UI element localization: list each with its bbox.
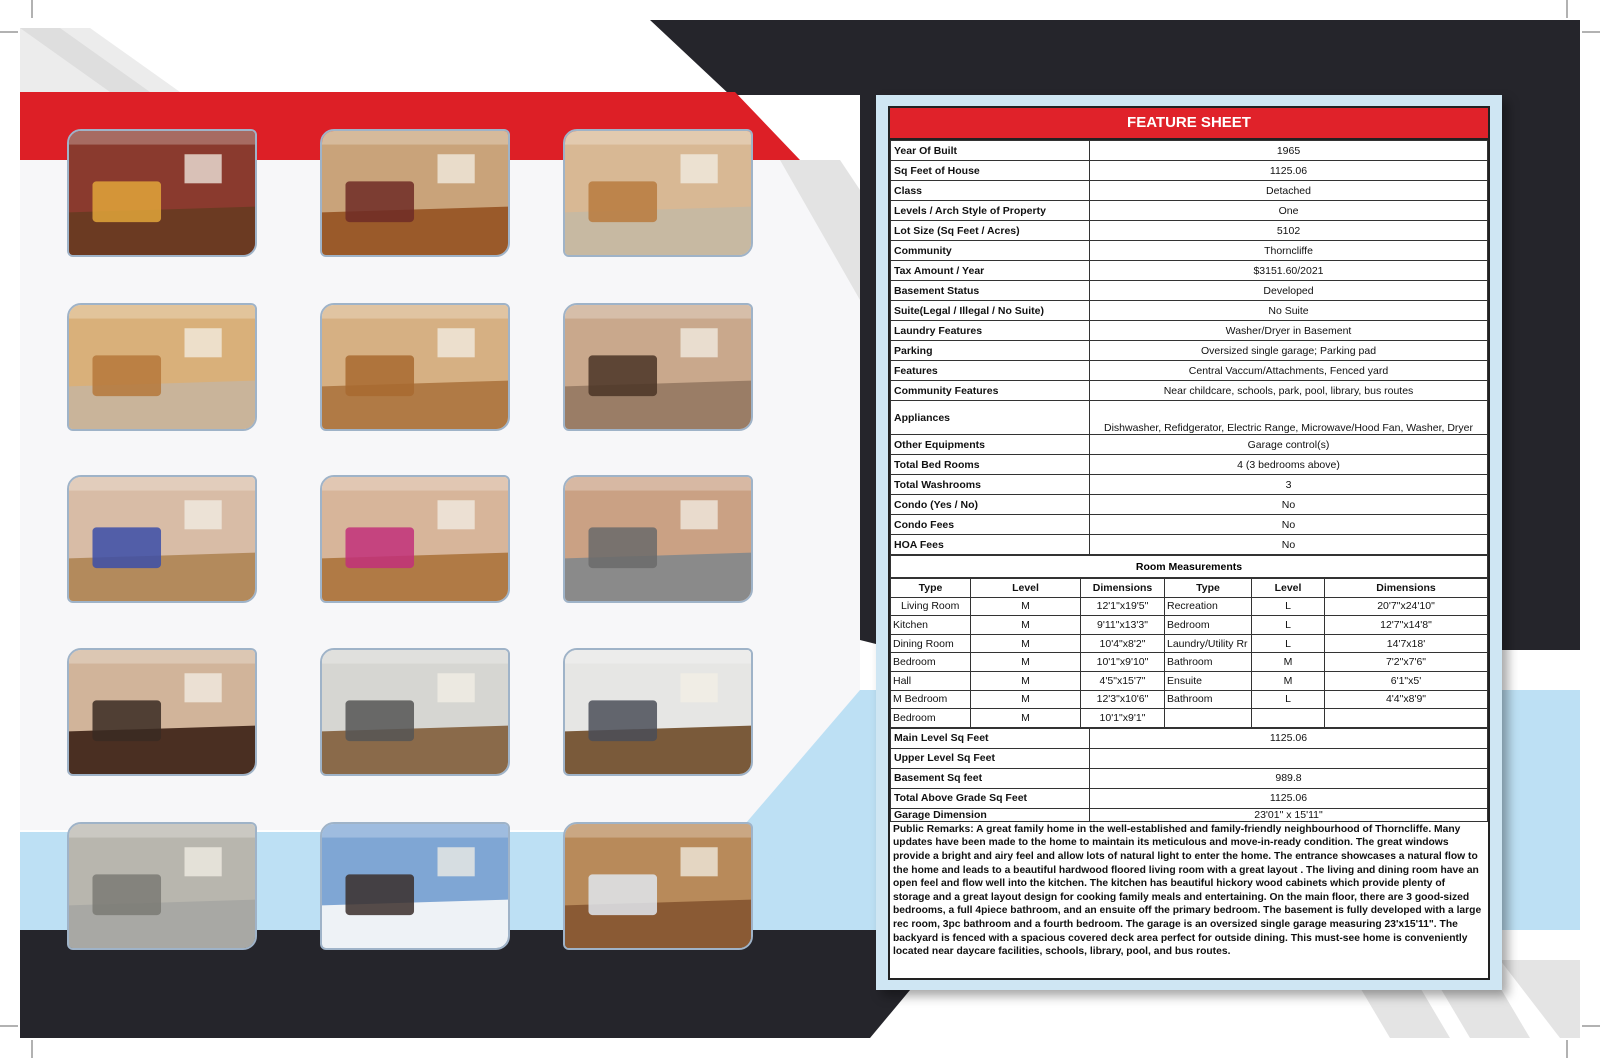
area-label: Main Level Sq Feet bbox=[891, 728, 1090, 748]
photo-scene bbox=[565, 650, 751, 774]
photo-scene bbox=[322, 650, 508, 774]
room-row bbox=[891, 616, 1488, 635]
photo-scene bbox=[322, 305, 508, 429]
feature-row bbox=[891, 475, 1488, 495]
room-cell: Bathroom bbox=[1165, 690, 1252, 709]
feature-value: Developed bbox=[1090, 281, 1488, 301]
room-cell: 7'2"x7'6" bbox=[1325, 653, 1488, 672]
feature-value: No bbox=[1090, 515, 1488, 535]
photo-scene bbox=[69, 824, 255, 948]
room-measurements-grid bbox=[890, 578, 1488, 728]
feature-row bbox=[891, 495, 1488, 515]
feature-label: Lot Size (Sq Feet / Acres) bbox=[891, 221, 1090, 241]
feature-value: One bbox=[1090, 201, 1488, 221]
feature-value: Near childcare, schools, park, pool, library, bus routes bbox=[1090, 381, 1488, 401]
room-cell: Bedroom bbox=[891, 653, 971, 672]
room-header-cell: Type bbox=[1165, 579, 1252, 598]
area-label: Total Above Grade Sq Feet bbox=[891, 788, 1090, 808]
feature-value: No bbox=[1090, 495, 1488, 515]
living-room-photo bbox=[67, 129, 257, 257]
room-cell: M bbox=[1252, 671, 1325, 690]
room-cell: Bathroom bbox=[1165, 653, 1252, 672]
room-measurements-table bbox=[890, 555, 1488, 578]
area-table bbox=[890, 728, 1488, 822]
feature-row bbox=[891, 535, 1488, 555]
photo-scene bbox=[69, 650, 255, 774]
room-cell: M bbox=[971, 616, 1081, 635]
feature-label: Year Of Built bbox=[891, 141, 1090, 161]
feature-value: Washer/Dryer in Basement bbox=[1090, 321, 1488, 341]
feature-row bbox=[891, 201, 1488, 221]
feature-value: Central Vaccum/Attachments, Fenced yard bbox=[1090, 361, 1488, 381]
feature-label: Community bbox=[891, 241, 1090, 261]
feature-label: Parking bbox=[891, 341, 1090, 361]
photo-scene bbox=[565, 824, 751, 948]
area-value: 1125.06 bbox=[1090, 788, 1488, 808]
room-row bbox=[891, 634, 1488, 653]
feature-row bbox=[891, 241, 1488, 261]
feature-value: Garage control(s) bbox=[1090, 435, 1488, 455]
feature-label: Sq Feet of House bbox=[891, 161, 1090, 181]
feature-value: 5102 bbox=[1090, 221, 1488, 241]
room-cell: Bedroom bbox=[1165, 616, 1252, 635]
room-cell: Hall bbox=[891, 671, 971, 690]
area-row bbox=[891, 808, 1488, 821]
area-row bbox=[891, 748, 1488, 768]
covered-deck-photo bbox=[563, 822, 753, 950]
photo-scene bbox=[565, 131, 751, 255]
room-cell: 14'7x18' bbox=[1325, 634, 1488, 653]
photo-scene bbox=[69, 477, 255, 601]
room-cell: M bbox=[971, 653, 1081, 672]
room-cell: Living Room bbox=[891, 597, 971, 616]
room-cell: M bbox=[971, 671, 1081, 690]
feature-row bbox=[891, 435, 1488, 455]
room-cell: 10'1"x9'1" bbox=[1081, 709, 1165, 728]
feature-label: Other Equipments bbox=[891, 435, 1090, 455]
feature-value: Thorncliffe bbox=[1090, 241, 1488, 261]
area-value bbox=[1090, 748, 1488, 768]
rec-room-photo bbox=[563, 648, 753, 776]
feature-value: 1125.06 bbox=[1090, 161, 1488, 181]
area-label: Upper Level Sq Feet bbox=[891, 748, 1090, 768]
area-row bbox=[891, 728, 1488, 748]
photo-scene bbox=[565, 477, 751, 601]
room-cell: Dining Room bbox=[891, 634, 971, 653]
feature-row bbox=[891, 161, 1488, 181]
feature-value: $3151.60/2021 bbox=[1090, 261, 1488, 281]
feature-row bbox=[891, 515, 1488, 535]
feature-value: Oversized single garage; Parking pad bbox=[1090, 341, 1488, 361]
feature-row bbox=[891, 181, 1488, 201]
feature-row bbox=[891, 261, 1488, 281]
feature-table bbox=[890, 140, 1488, 555]
area-value: 1125.06 bbox=[1090, 728, 1488, 748]
area-label: Garage Dimension bbox=[891, 808, 1090, 821]
room-cell: M bbox=[971, 709, 1081, 728]
feature-row bbox=[891, 341, 1488, 361]
room-cell: Laundry/Utility Rr bbox=[1165, 634, 1252, 653]
feature-label: Condo Fees bbox=[891, 515, 1090, 535]
room-header-cell: Dimensions bbox=[1081, 579, 1165, 598]
feature-label: Suite(Legal / Illegal / No Suite) bbox=[891, 301, 1090, 321]
room-row bbox=[891, 671, 1488, 690]
basement-stairs-photo bbox=[320, 648, 510, 776]
photo-scene bbox=[69, 131, 255, 255]
feature-row bbox=[891, 221, 1488, 241]
room-cell: L bbox=[1252, 597, 1325, 616]
dining-room-photo bbox=[320, 129, 510, 257]
room-cell: 12'1"x19'5" bbox=[1081, 597, 1165, 616]
feature-label: Levels / Arch Style of Property bbox=[891, 201, 1090, 221]
area-row bbox=[891, 768, 1488, 788]
area-label: Basement Sq feet bbox=[891, 768, 1090, 788]
photo-scene bbox=[565, 305, 751, 429]
feature-sheet-title: FEATURE SHEET bbox=[890, 108, 1488, 140]
feature-sheet-inner bbox=[888, 106, 1490, 980]
room-header-cell: Level bbox=[1252, 579, 1325, 598]
room-cell: 4'5"x15'7" bbox=[1081, 671, 1165, 690]
feature-label: Laundry Features bbox=[891, 321, 1090, 341]
room-cell: L bbox=[1252, 616, 1325, 635]
room-cell bbox=[1252, 709, 1325, 728]
area-value: 989.8 bbox=[1090, 768, 1488, 788]
feature-row bbox=[891, 401, 1488, 435]
room-cell: 4'4"x8'9" bbox=[1325, 690, 1488, 709]
feature-sheet bbox=[876, 95, 1502, 990]
feature-value: Detached bbox=[1090, 181, 1488, 201]
room-cell: L bbox=[1252, 690, 1325, 709]
room-cell: M bbox=[971, 597, 1081, 616]
room-cell bbox=[1165, 709, 1252, 728]
room-cell: 6'1"x5' bbox=[1325, 671, 1488, 690]
feature-row bbox=[891, 321, 1488, 341]
feature-label: Appliances bbox=[891, 401, 1090, 435]
room-header-cell: Type bbox=[891, 579, 971, 598]
laundry-utility-photo bbox=[67, 822, 257, 950]
feature-value: No bbox=[1090, 535, 1488, 555]
feature-value: No Suite bbox=[1090, 301, 1488, 321]
feature-row bbox=[891, 381, 1488, 401]
room-cell: M bbox=[971, 690, 1081, 709]
room-cell: 9'11"x13'3" bbox=[1081, 616, 1165, 635]
room-cell: M bbox=[1252, 653, 1325, 672]
room-cell bbox=[1325, 709, 1488, 728]
room-header-row bbox=[891, 579, 1488, 598]
feature-label: Class bbox=[891, 181, 1090, 201]
bunk-bedroom-photo bbox=[320, 475, 510, 603]
room-cell: M bbox=[971, 634, 1081, 653]
master-bedroom-photo bbox=[563, 303, 753, 431]
kitchen-photo bbox=[563, 129, 753, 257]
room-cell: Bedroom bbox=[891, 709, 971, 728]
room-cell: M Bedroom bbox=[891, 690, 971, 709]
feature-value: 4 (3 bedrooms above) bbox=[1090, 455, 1488, 475]
room-cell: Recreation bbox=[1165, 597, 1252, 616]
room-header-cell: Dimensions bbox=[1325, 579, 1488, 598]
ensuite-photo bbox=[67, 648, 257, 776]
bathroom-vanity-photo bbox=[563, 475, 753, 603]
room-cell: 10'1"x9'10" bbox=[1081, 653, 1165, 672]
photo-scene bbox=[322, 824, 508, 948]
feature-label: Features bbox=[891, 361, 1090, 381]
feature-label: Basement Status bbox=[891, 281, 1090, 301]
room-cell: 12'3"x10'6" bbox=[1081, 690, 1165, 709]
room-cell: Ensuite bbox=[1165, 671, 1252, 690]
feature-label: Tax Amount / Year bbox=[891, 261, 1090, 281]
feature-row bbox=[891, 455, 1488, 475]
photo-scene bbox=[322, 131, 508, 255]
bedroom-photo bbox=[67, 475, 257, 603]
backyard-snow-photo bbox=[320, 822, 510, 950]
room-row bbox=[891, 597, 1488, 616]
room-cell: 10'4"x8'2" bbox=[1081, 634, 1165, 653]
feature-value: 1965 bbox=[1090, 141, 1488, 161]
room-cell: 20'7"x24'10" bbox=[1325, 597, 1488, 616]
feature-label: Total Washrooms bbox=[891, 475, 1090, 495]
photo-scene bbox=[322, 477, 508, 601]
room-row bbox=[891, 690, 1488, 709]
room-cell: L bbox=[1252, 634, 1325, 653]
room-cell: Kitchen bbox=[891, 616, 971, 635]
room-row bbox=[891, 653, 1488, 672]
photo-scene bbox=[69, 305, 255, 429]
feature-row bbox=[891, 281, 1488, 301]
kitchen-island-photo bbox=[67, 303, 257, 431]
room-cell: 12'7"x14'8" bbox=[1325, 616, 1488, 635]
area-value: 23'01" x 15'11" bbox=[1090, 808, 1488, 821]
public-remarks: Public Remarks: A great family home in the well-established and family-friendly neighbourhood of Thorncliffe. Many updates have been made to the home to maintain its meticulous and move-in-ready condition. The great windows provide a bright and airy feel and allow lots of natural light to enter the home. The entrance showcases a natural flow to the home and leads to a beautiful hardwood floored living room with a great layout . The living and dining room have an open feel and flow well into the kitchen. The kitchen has beautiful hickory wood cabinets which provide plenty of storage and a great layout design for cooking family meals and entertaining. On the main floor, there are 3 good-sized bedrooms, a full 4piece bathroom, and an ensuite off the primary bedroom. The basement is fully developed with a large rec room, 3pc bathroom and a fourth bedroom. The garage is an oversized single garage measuring 23'x15'11". The backyard is fenced with a spacious covered deck area perfect for outside dining. This must-see home is conveniently located near daycare facilities, schools, library, pool, and bus routes. bbox=[893, 823, 1482, 958]
feature-label: HOA Fees bbox=[891, 535, 1090, 555]
feature-row bbox=[891, 361, 1488, 381]
feature-label: Community Features bbox=[891, 381, 1090, 401]
feature-label: Condo (Yes / No) bbox=[891, 495, 1090, 515]
feature-row bbox=[891, 301, 1488, 321]
area-row bbox=[891, 788, 1488, 808]
feature-value: Dishwasher, Refidgerator, Electric Range, Microwave/Hood Fan, Washer, Dryer bbox=[1090, 401, 1488, 435]
room-measurements-title: Room Measurements bbox=[891, 556, 1488, 578]
feature-value: 3 bbox=[1090, 475, 1488, 495]
kitchen-pantry-photo bbox=[320, 303, 510, 431]
room-row bbox=[891, 709, 1488, 728]
feature-label: Total Bed Rooms bbox=[891, 455, 1090, 475]
room-header-cell: Level bbox=[971, 579, 1081, 598]
feature-row bbox=[891, 141, 1488, 161]
